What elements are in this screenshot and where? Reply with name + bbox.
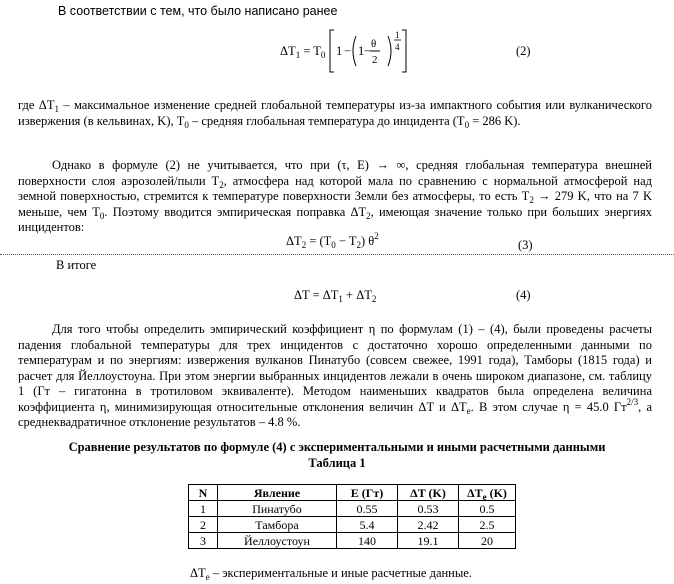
cell-energy: 140 [337, 533, 398, 549]
equation-2-number: (2) [516, 44, 531, 58]
right-paren [388, 36, 391, 66]
table-caption-title: Сравнение результатов по формуле (4) с экспериментальными и иными расчетными данными [68, 440, 606, 454]
table-caption-number: Таблица 1 [308, 455, 366, 470]
header-dt: ΔT (K) [398, 485, 459, 501]
equation-4: $\Delta T = \Delta T_1 + \Delta T_2$ [294, 288, 377, 304]
cell-dt: 2.42 [398, 517, 459, 533]
left-paren [353, 36, 356, 66]
table-header-row [189, 485, 516, 501]
cell-n: 2 [189, 517, 218, 533]
equation-3: $\Delta T_2 = (T_0 - T_2)$ $\theta^2$ [286, 231, 379, 250]
paragraph-correction: Однако в формуле (2) не учитывается, что при (τ, E) → ∞, средняя глобальная температура внешней поверхности слоя аэрозолей/пыли $T_2$, атмосфера над которой мала по сравнению с нормальной атмосферой над земной поверхностью, стремится к температуре поверхности Земли без атмосферы, то есть $T_2 \to 279$ K, что на 7 K меньше, чем $T_0$. Поэтому вводится эмпирическая поправка $\Delta T_2$, имеющая значение только при больших энергиях инцидентов: [18, 158, 653, 234]
table-footnote: $\Delta T_e$ – экспериментальные и иные расчетные данные. [190, 566, 472, 582]
paragraph-calculation: Для того чтобы определить эмпирический коэффициент η по формулам (1) – (4), были проведены расчеты падения глобальной температуры для трех инцидентов с достаточно хорошо определенными данными по температурам и по энергиям: извержения вулканов Пинатубо (совсем свежее, 1991 года), Тамборы (1815 года) и расчет для Йеллоустоуна. При этом энергии выбранных инцидентов лежали в очень широком диапазоне, см. таблицу 1 (Гт – гигатонна в тротиловом эквиваленте). Методом наименьших квадратов была определена величина коэффициента η, минимизирующая относительные отклонения величин ΔT и $\Delta T_e$. В этом случае η = 45.0 $Гт^{2/3}$, а среднеквадратичное отклонение результатов – 4.8 %. [18, 322, 652, 429]
cell-dte: 0.5 [459, 501, 516, 517]
equation-3-number: (3) [518, 238, 533, 252]
eq2-one: 1 [336, 44, 343, 58]
cell-dte: 20 [459, 533, 516, 549]
cell-n: 1 [189, 501, 218, 517]
eq2-paren-one: 1 [358, 44, 365, 58]
eq2-exp-num: 1 [395, 30, 400, 40]
cell-energy: 0.55 [337, 501, 398, 517]
itogo-text: В итоге [56, 258, 97, 272]
cell-energy: 5.4 [337, 517, 398, 533]
results-table [188, 484, 516, 549]
eq2-minus-inner: − [364, 44, 372, 58]
header-event: Явление [218, 485, 337, 501]
cell-dt: 19.1 [398, 533, 459, 549]
header-n: N [189, 485, 218, 501]
cell-event: Тамбора [218, 517, 337, 533]
table-row [189, 517, 516, 533]
eq2-two: 2 [372, 54, 378, 66]
table-row [189, 533, 516, 549]
eq2-minus: − [344, 44, 352, 58]
header-dte: $\Delta T_e$ (K) [459, 485, 516, 501]
header-energy: E (Гт) [337, 485, 398, 501]
cell-event: Пинатубо [218, 501, 337, 517]
paragraph-definitions: где $\Delta T_1$ – максимальное изменение средней глобальной температуры из-за импактного события или вулканического извержения (в кельвинах, K), $T_0$ – средняя глобальная температура до инцидента ($T_0 = 286$ K). [18, 98, 652, 130]
eq2-exp-den: 4 [395, 42, 400, 52]
intro-text: В соответствии с тем, что было написано ранее [58, 4, 338, 18]
table-row [189, 501, 516, 517]
dotted-separator [0, 254, 674, 255]
cell-dte: 2.5 [459, 517, 516, 533]
eq2-theta: θ [371, 38, 377, 50]
table-caption [0, 440, 674, 471]
left-bracket [330, 30, 334, 72]
cell-event: Йеллоустоун [218, 533, 337, 549]
cell-n: 3 [189, 533, 218, 549]
right-bracket [402, 30, 406, 72]
eq2-lhs: $\Delta T_1 = T_0$ [280, 44, 326, 60]
cell-dt: 0.53 [398, 501, 459, 517]
equation-4-number: (4) [516, 288, 531, 302]
equation-2 [280, 26, 420, 76]
